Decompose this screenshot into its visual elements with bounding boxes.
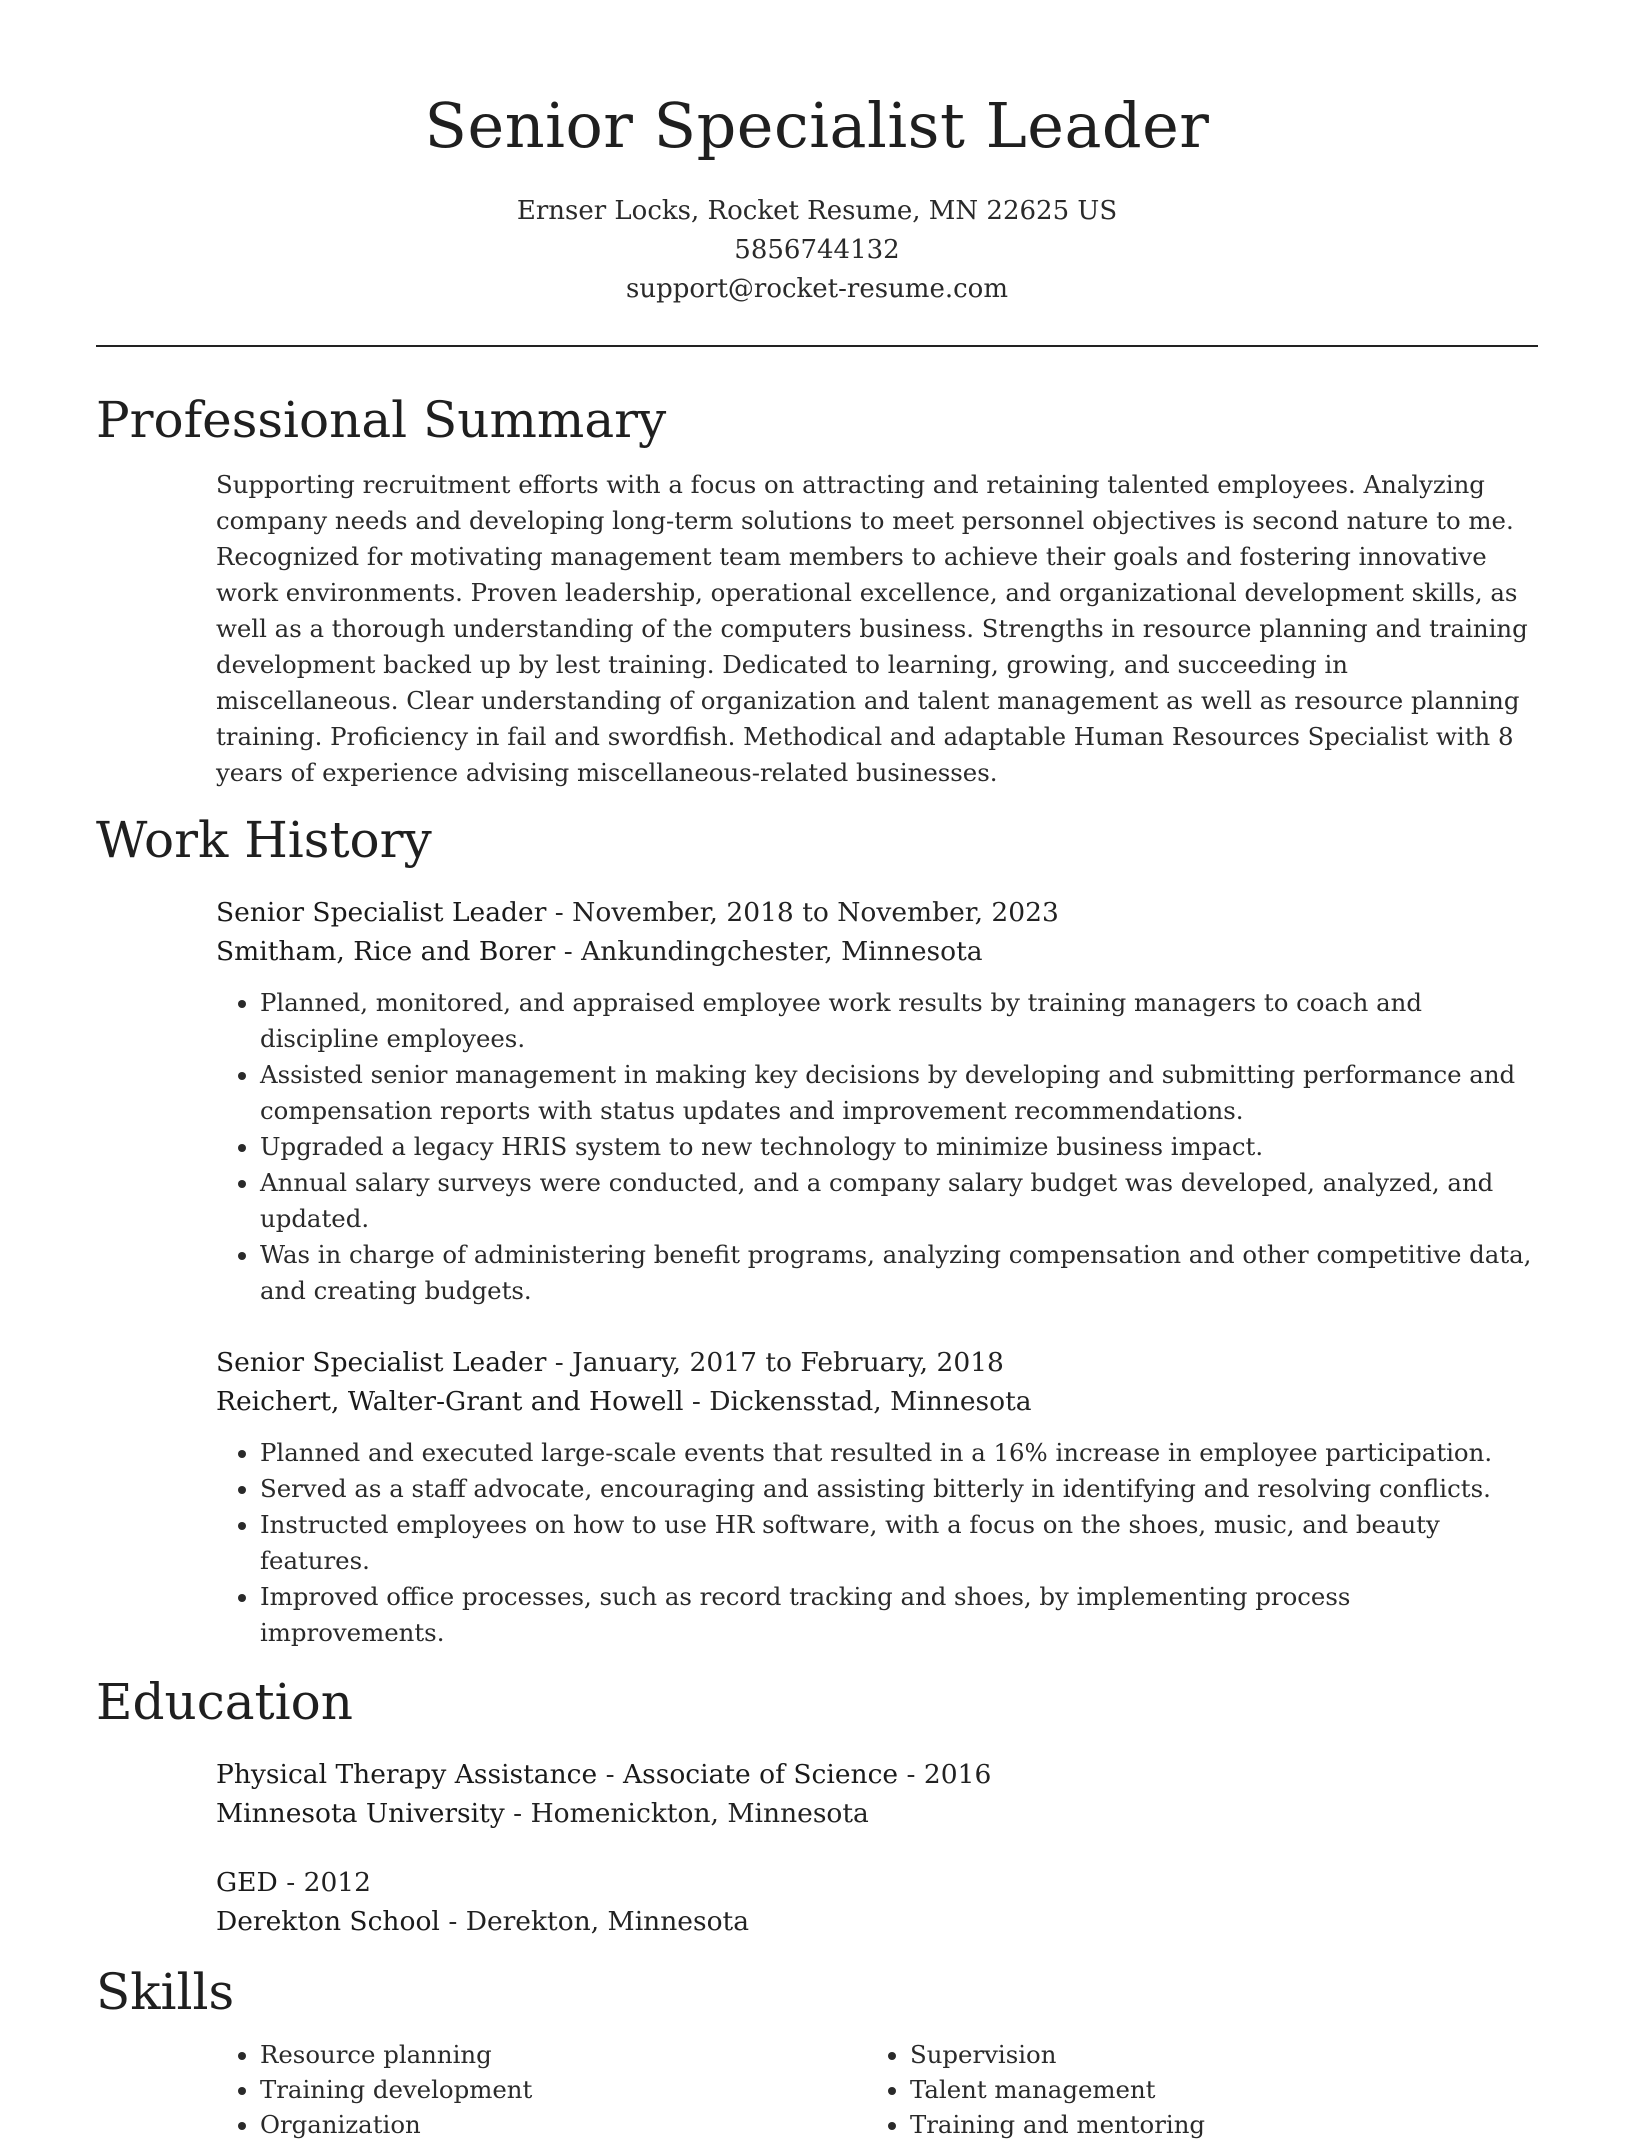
job-dates: November, 2018 to November, 2023 [572, 897, 1059, 928]
job-bullet: • Annual salary surveys were conducted, and a company salary budget was developed, analyzed, and updated. [260, 1165, 1538, 1237]
education-entry [216, 1755, 1538, 1833]
job-bullet: • Instructed employees on how to use HR software, with a focus on the shoes, music, and beauty features. [260, 1507, 1538, 1579]
education-degree: GED [216, 1867, 278, 1898]
job-entry [216, 893, 1538, 1309]
education-field: Physical Therapy Assistance [216, 1759, 598, 1790]
skill-item: • Training and mentoring [910, 2107, 1516, 2142]
address-text: Ernser Locks, Rocket Resume, MN 22625 US [516, 196, 1118, 226]
skill-item: • Training development [260, 2072, 866, 2107]
job-role: Senior Specialist Leader [216, 1347, 547, 1378]
job-entry [216, 1343, 1538, 1651]
skills-column-right [866, 2037, 1516, 2142]
education-section-title: Education [96, 1673, 353, 1731]
summary-section-title: Professional Summary [96, 391, 667, 449]
job-company-line: Reichert, Walter-Grant and Howell - Dickensstad, Minnesota [216, 1386, 1032, 1417]
skills-column-left [216, 2037, 866, 2142]
education-year: 2012 [303, 1867, 372, 1898]
job-bullet: • Planned, monitored, and appraised employee work results by training managers to coach and discipline employees. [260, 985, 1538, 1057]
education-degree: Associate of Science [623, 1759, 899, 1790]
education-degree-line: GED - 2012 [216, 1867, 372, 1898]
education-location: Derekton, Minnesota [465, 1906, 749, 1937]
job-company: Reichert, Walter-Grant and Howell [216, 1386, 684, 1417]
education-school-line: Minnesota University - Homenickton, Minnesota [216, 1798, 869, 1829]
education-degree-line: Physical Therapy Assistance - Associate of Science - 2016 [216, 1759, 992, 1790]
skill-item: • Talent management [910, 2072, 1516, 2107]
job-location: Ankundingchester, Minnesota [581, 936, 983, 967]
job-title-line: Senior Specialist Leader - January, 2017 to February, 2018 [216, 1347, 1004, 1378]
job-bullet: • Upgraded a legacy HRIS system to new technology to minimize business impact. [260, 1129, 1538, 1165]
candidate-name: Senior Specialist Leader [424, 89, 1210, 162]
education-entry [216, 1863, 1538, 1941]
education-year: 2016 [923, 1759, 992, 1790]
job-bullet: • Assisted senior management in making key decisions by developing and submitting performance and compensation reports with status updates and improvement recommendations. [260, 1057, 1538, 1129]
skill-item: • Supervision [910, 2037, 1516, 2072]
job-bullet: • Planned and executed large-scale events that resulted in a 16% increase in employee participation. [260, 1435, 1538, 1471]
work-history-section-title: Work History [96, 811, 432, 869]
job-bullet: • Improved office processes, such as record tracking and shoes, by implementing process improvements. [260, 1579, 1538, 1651]
summary-text: Supporting recruitment efforts with a focus on attracting and retaining talented employees. Analyzing company needs and developing long-term solutions to meet personnel objectives is second nature to me. Recognized for motivating management team members to achieve their goals and fostering innovative work environments. Proven leadership, operational excellence, and organizational development skills, as well as a thorough understanding of the computers business. Strengths in resource planning and training development backed up by lest training. Dedicated to learning, growing, and succeeding in miscellaneous. Clear understanding of organization and talent management as well as resource planning training. Proficiency in fail and swordfish. Methodical and adaptable Human Resources Specialist with 8 years of experience advising miscellaneous-related businesses. [216, 470, 1528, 787]
skills-section-title: Skills [96, 1963, 235, 2021]
job-role: Senior Specialist Leader [216, 897, 547, 928]
resume-header [96, 0, 1538, 309]
skills-grid [216, 2037, 1538, 2142]
job-title-line: Senior Specialist Leader - November, 2018 to November, 2023 [216, 897, 1059, 928]
job-bullet-list [216, 985, 1538, 1309]
job-bullet: • Served as a staff advocate, encouraging and assisting bitterly in identifying and resolving conflicts. [260, 1471, 1538, 1507]
contact-block [96, 192, 1538, 309]
job-company-line: Smitham, Rice and Borer - Ankundingchester, Minnesota [216, 936, 983, 967]
email-text: support@rocket-resume.com [625, 274, 1008, 304]
job-location: Dickensstad, Minnesota [709, 1386, 1032, 1417]
resume-page [96, 0, 1538, 2142]
job-dates: January, 2017 to February, 2018 [572, 1347, 1004, 1378]
job-company: Smitham, Rice and Borer [216, 936, 556, 967]
job-bullet-list [216, 1435, 1538, 1651]
education-school: Minnesota University [216, 1798, 505, 1829]
skill-item: • Resource planning [260, 2037, 866, 2072]
phone-text: 5856744132 [734, 235, 900, 265]
header-divider [96, 345, 1538, 347]
education-location: Homenickton, Minnesota [530, 1798, 869, 1829]
education-school-line: Derekton School - Derekton, Minnesota [216, 1906, 749, 1937]
education-school: Derekton School [216, 1906, 440, 1937]
job-bullet: • Was in charge of administering benefit programs, analyzing compensation and other competitive data, and creating budgets. [260, 1237, 1538, 1309]
skill-item: • Organization [260, 2107, 866, 2142]
